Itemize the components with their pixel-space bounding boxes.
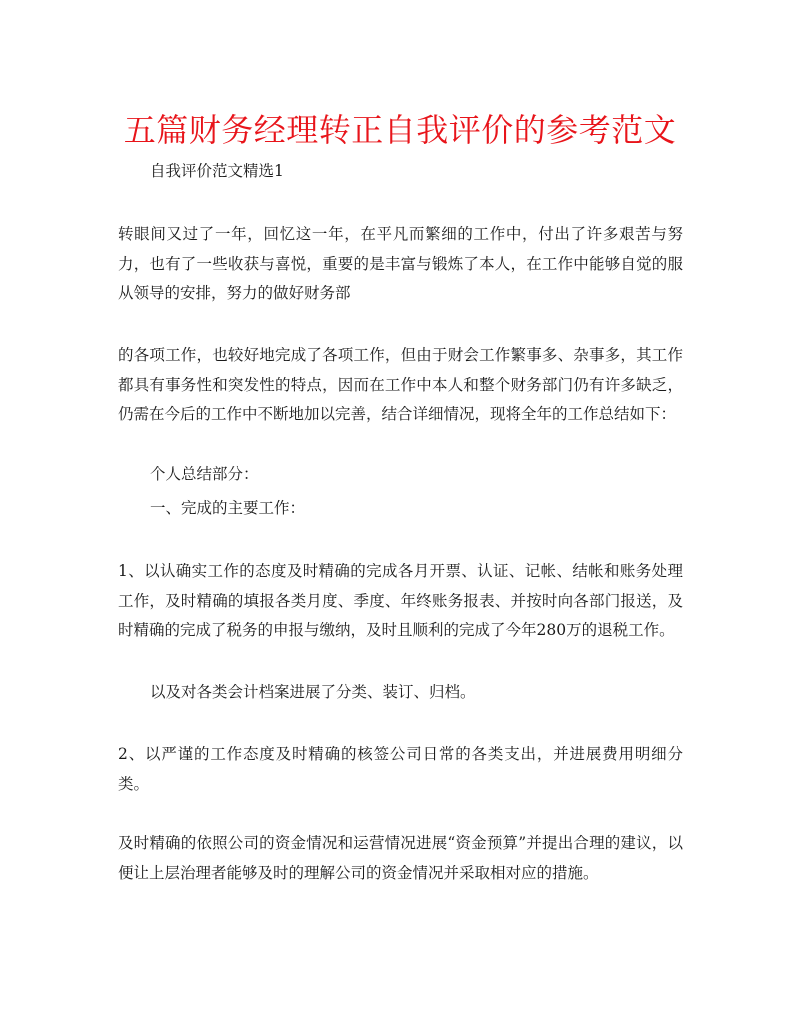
paragraph-archives: 以及对各类会计档案进展了分类、装订、归档。 (150, 683, 476, 701)
paragraph-budget: 及时精确的依照公司的资金情况和运营情况进展“资金预算”并提出合理的建议，以便让上层治理者能够及时的理解公司的资金情况并采取相对应的措施。 (118, 834, 683, 882)
section-heading: 自我评价范文精选1 (150, 162, 284, 180)
paragraph-item-1: 1、以认确实工作的态度及时精确的完成各月开票、认证、记帐、结帐和账务处理工作，及时精确的填报各类月度、季度、年终账务报表、并按时向各部门报送，及时精确的完成了税务的申报与缴纳，及时且顺利的完成了今年280万的退税工作。 (118, 562, 683, 639)
section-personal-summary: 个人总结部分： (150, 465, 259, 483)
paragraph-work-overview: 的各项工作，也较好地完成了各项工作，但由于财会工作繁事多、杂事多，其工作都具有事务性和突发性的特点，因而在工作中本人和整个财务部门仍有许多缺乏，仍需在今后的工作中不断地加以完善，结合详细情况，现将全年的工作总结如下： (118, 346, 683, 423)
paragraph-intro: 转眼间又过了一年，回忆这一年，在平凡而繁细的工作中，付出了许多艰苦与努力，也有了一些收获与喜悦，重要的是丰富与锻炼了本人，在工作中能够自觉的服从领导的安排，努力的做好财务部 (118, 225, 683, 302)
section-main-work: 一、完成的主要工作： (150, 499, 306, 517)
paragraph-item-2: 2、以严谨的工作态度及时精确的核签公司日常的各类支出，并进展费用明细分类。 (118, 745, 683, 793)
document-title: 五篇财务经理转正自我评价的参考范文 (123, 111, 677, 149)
